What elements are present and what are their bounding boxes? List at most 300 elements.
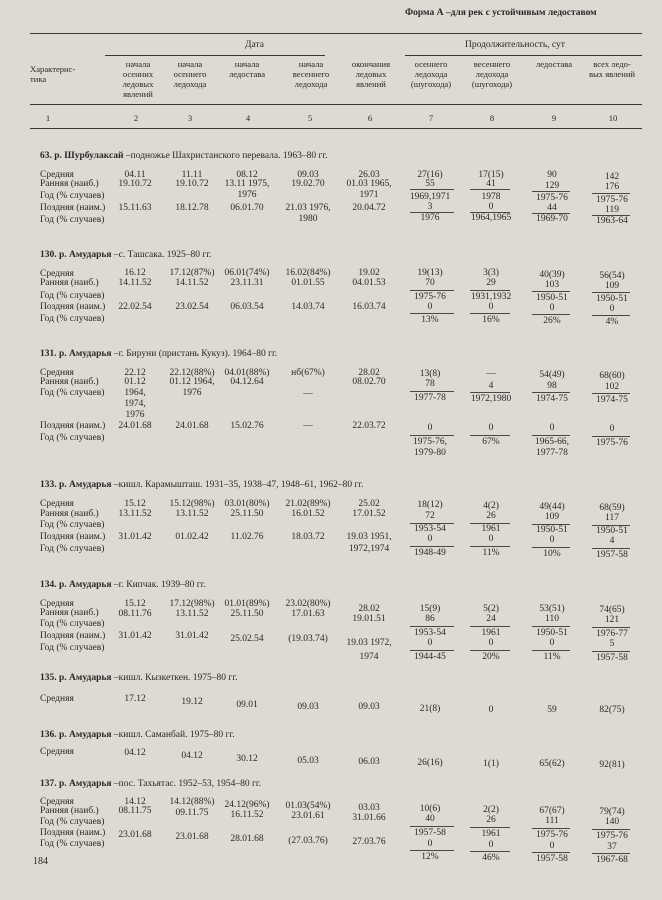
cell: 19.02 — [358, 268, 380, 278]
section-title: 63. р. Шурбулаксай –подножье Шахристанского перевала. 1963–80 гг. — [40, 151, 328, 161]
page-number: 184 — [33, 856, 48, 867]
cell: 119 — [605, 205, 619, 215]
cell: 121 — [604, 615, 620, 625]
cell: 0 — [427, 302, 433, 312]
row-label-year: Год (% случаев) — [40, 839, 105, 849]
section-title: 134. р. Амударья –г. Кипчак. 1939–80 гг. — [40, 580, 206, 590]
cell: 54(49) — [539, 370, 565, 380]
cell: 24 — [486, 614, 496, 624]
row-label-early: Ранняя (наиб.) — [40, 179, 99, 189]
cell: 11% — [543, 652, 561, 662]
cell: 0 — [549, 841, 555, 851]
rule — [592, 651, 630, 652]
cell: 25.11.50 — [230, 609, 264, 619]
cell: 1975-76 — [596, 438, 628, 448]
cell: 67(67) — [539, 806, 565, 816]
cell: — — [303, 421, 313, 431]
colnum-9: 9 — [551, 113, 557, 123]
cell: 1972,1980 — [470, 394, 512, 404]
cell: 01.01(89%) — [224, 599, 270, 609]
cell: 08.11.76 — [118, 609, 152, 619]
cell: 1944-45 — [414, 652, 446, 662]
cell: 68(60) — [599, 371, 625, 381]
row-label-year: Год (% случаев) — [40, 388, 105, 398]
row-label-year: Год (% случаев) — [40, 817, 105, 827]
cell: 72 — [425, 511, 435, 521]
cell: 26 — [486, 511, 496, 521]
cell: 28.01.68 — [230, 834, 264, 844]
cell: 21.03 1976, — [285, 203, 331, 213]
cell: 15.11.63 — [118, 203, 152, 213]
cell: 40 — [425, 814, 435, 824]
header-rule — [30, 104, 642, 105]
cell: 10% — [543, 549, 561, 559]
cell: 16.03.74 — [352, 302, 386, 312]
cell: 1961 — [481, 628, 501, 638]
row-label-early: Ранняя (наиб.) — [40, 608, 99, 618]
cell: 55 — [425, 179, 435, 189]
row-label-late: Поздняя (наим.) — [40, 631, 106, 641]
section-title: 135. р. Амударья –кишл. Кызкеткен. 1975–80 гг. — [40, 673, 238, 683]
cell: 13.11.52 — [175, 609, 209, 619]
cell: 21.02(89%) — [285, 499, 331, 509]
cell: 0 — [549, 303, 555, 313]
cell: 03.01(80%) — [224, 499, 270, 509]
cell: 1977-78 — [536, 448, 568, 458]
cell: 90 — [547, 170, 557, 180]
header-col-8: весеннего ледохода (шугохода) — [471, 59, 513, 89]
row-label-avg: Средняя — [40, 170, 74, 180]
row-label-avg: Средняя — [40, 368, 74, 378]
date-group-rule — [105, 55, 325, 56]
cell: 14.12 — [124, 797, 146, 807]
cell: 1953-54 — [414, 628, 446, 638]
rule — [592, 853, 630, 854]
cell: 1961 — [481, 829, 501, 839]
row-label-year: Год (% случаев) — [40, 544, 105, 554]
row-label-avg: Средняя — [40, 269, 74, 279]
cell: 13.11.52 — [118, 509, 152, 519]
cell: 0 — [488, 638, 494, 648]
cell: 1950-51 — [536, 628, 568, 638]
header-col-2: начала осенних ледовых явлений — [122, 59, 154, 99]
cell: 19(13) — [417, 268, 443, 278]
rule — [532, 314, 570, 315]
rule — [532, 650, 570, 651]
cell: 1974 — [359, 652, 379, 662]
cell: (27.03.76) — [288, 836, 328, 846]
cell: 1964, — [124, 388, 146, 398]
cell: 16% — [482, 315, 500, 325]
cell: 23.01.68 — [118, 830, 152, 840]
cell: 23.11.31 — [230, 278, 264, 288]
row-label-avg: Средняя — [40, 694, 74, 704]
cell: 37 — [607, 842, 617, 852]
cell: 12% — [421, 852, 439, 862]
colnum-6: 6 — [367, 113, 373, 123]
cell: 1976 — [237, 190, 257, 200]
cell: 111 — [545, 816, 559, 826]
cell: 0 — [609, 304, 615, 314]
cell: 129 — [544, 181, 560, 191]
cell: 1967-68 — [596, 855, 628, 865]
cell: 78 — [425, 379, 435, 389]
cell: 110 — [545, 614, 559, 624]
rule — [592, 548, 630, 549]
header-col-10: всех ледо- вых явлений — [588, 59, 636, 79]
cell: 82(75) — [599, 705, 625, 715]
cell: 09.03 — [297, 170, 319, 180]
cell: 11.11 — [181, 170, 203, 180]
cell: 1964,1965 — [470, 213, 512, 223]
cell: 05.03 — [297, 756, 319, 766]
cell: 19.03 1951, — [346, 532, 392, 542]
cell: 04.01(88%) — [224, 368, 270, 378]
cell: 1950-51 — [536, 293, 568, 303]
rule — [470, 290, 510, 291]
cell: 19.02.70 — [291, 179, 325, 189]
row-label-year: Год (% случаев) — [40, 433, 105, 443]
cell: 25.02.54 — [230, 634, 264, 644]
cell: 13.11 1975, — [224, 179, 270, 189]
rule — [592, 315, 630, 316]
cell: 04.11 — [124, 170, 146, 180]
cell: 15.12 — [124, 599, 146, 609]
cell: 46% — [482, 853, 500, 863]
cell: 0 — [488, 423, 494, 433]
row-label-year: Год (% случаев) — [40, 643, 105, 653]
rule — [410, 290, 454, 291]
cell: 19.03 1972, — [346, 638, 392, 648]
cell: 86 — [425, 614, 435, 624]
rule — [410, 650, 454, 651]
cell: 0 — [427, 638, 433, 648]
cell: 19.01.51 — [352, 614, 386, 624]
cell: 17.12(98%) — [169, 599, 215, 609]
rule — [410, 313, 454, 314]
colnum-rule — [30, 128, 642, 129]
cell: 23.01.68 — [175, 832, 209, 842]
cell: 3 — [427, 202, 433, 212]
cell: 13(8) — [419, 369, 441, 379]
cell: 49(44) — [539, 502, 565, 512]
cell: 1976 — [420, 213, 440, 223]
cell: 15(9) — [419, 604, 441, 614]
cell: 24.12(96%) — [224, 800, 270, 810]
cell: 15.12(98%) — [169, 499, 215, 509]
cell: 0 — [549, 638, 555, 648]
cell: 09.03 — [358, 702, 380, 712]
cell: 01.12 — [124, 377, 146, 387]
cell: 1957-58 — [536, 854, 568, 864]
cell: 17.12(87%) — [169, 268, 215, 278]
rule — [532, 291, 570, 292]
rule — [532, 626, 570, 627]
rule — [470, 392, 510, 393]
cell: 140 — [604, 817, 620, 827]
rule — [410, 391, 454, 392]
cell: 27(16) — [417, 170, 443, 180]
cell: 29 — [486, 278, 496, 288]
cell: 102 — [604, 382, 620, 392]
cell: 3(3) — [483, 268, 499, 278]
cell: 0 — [427, 534, 433, 544]
rule — [532, 828, 570, 829]
cell: 16.01.52 — [291, 509, 325, 519]
cell: 1974-75 — [536, 394, 568, 404]
cell: (19.03.74) — [288, 634, 328, 644]
cell: 17.01.63 — [291, 609, 325, 619]
cell: 109 — [544, 512, 560, 522]
cell: 92(81) — [599, 760, 625, 770]
cell: 40(39) — [539, 270, 565, 280]
rule — [470, 313, 510, 314]
rule — [592, 393, 630, 394]
row-label-early: Ранняя (наиб.) — [40, 377, 99, 387]
rule — [470, 546, 510, 547]
cell: 19.12 — [181, 697, 203, 707]
rule — [470, 827, 510, 828]
row-label-avg: Средняя — [40, 499, 74, 509]
row-label-avg: Средняя — [40, 797, 74, 807]
cell: 11.02.76 — [230, 532, 264, 542]
cell: 59 — [547, 705, 557, 715]
row-label-late: Поздняя (наим.) — [40, 203, 106, 213]
cell: 0 — [488, 202, 494, 212]
section-title: 130. р. Амударья –с. Ташсака. 1925–80 гг. — [40, 250, 212, 260]
cell: 109 — [604, 281, 620, 291]
cell: 1975-76 — [596, 831, 628, 841]
rule — [592, 436, 630, 437]
cell: 74(65) — [599, 605, 625, 615]
row-label-early: Ранняя (наиб.) — [40, 806, 99, 816]
cell: 04.01.53 — [352, 278, 386, 288]
cell: 03.03 — [358, 803, 380, 813]
cell: 06.03 — [358, 757, 380, 767]
cell: 06.03.54 — [230, 302, 264, 312]
header-col-3: начала осеннего ледохода — [173, 59, 207, 89]
section-title: 133. р. Амударья –кишл. Карамышташ. 1931–35, 1938–47, 1948–61, 1962–80 гг. — [40, 480, 364, 490]
row-label-late: Поздняя (наим.) — [40, 302, 106, 312]
header-col-5: начала весеннего ледохода — [292, 59, 330, 89]
cell: 1974-75 — [596, 395, 628, 405]
rule — [470, 851, 510, 852]
section-title: 131. р. Амударья –г. Бируни (пристань Кукуз). 1964–80 гг. — [40, 349, 278, 359]
cell: 4 — [488, 381, 494, 391]
table-top-rule — [30, 33, 642, 34]
row-label-late: Поздняя (наим.) — [40, 828, 106, 838]
row-label-year: Год (% случаев) — [40, 215, 105, 225]
cell: 19.10.72 — [118, 179, 152, 189]
cell: 1957-58 — [596, 653, 628, 663]
row-label-year: Год (% случаев) — [40, 191, 105, 201]
cell: 1950-51 — [536, 525, 568, 535]
cell: 09.01 — [236, 700, 258, 710]
cell: 23.01.61 — [291, 811, 325, 821]
cell: 17.12 — [124, 694, 146, 704]
cell: 41 — [486, 179, 496, 189]
cell: 28.02 — [358, 368, 380, 378]
cell: 1969,1971 — [409, 192, 451, 202]
cell: 26 — [486, 815, 496, 825]
cell: 0 — [427, 423, 433, 433]
cell: 0 — [549, 423, 555, 433]
cell: 14.03.74 — [291, 302, 325, 312]
cell: 24.01.68 — [175, 421, 209, 431]
cell: 16.11.52 — [230, 810, 264, 820]
colnum-3: 3 — [187, 113, 193, 123]
cell: 18(12) — [417, 500, 443, 510]
rule — [592, 627, 630, 628]
header-date-group: Дата — [245, 40, 264, 50]
cell: 4 — [609, 536, 615, 546]
cell: 67% — [482, 437, 500, 447]
section-title: 136. р. Амударья –кишл. Саманбай. 1975–80 гг. — [40, 730, 235, 740]
cell: 1948-49 — [414, 548, 446, 558]
colnum-2: 2 — [133, 113, 139, 123]
cell: 1971 — [359, 190, 379, 200]
cell: 09.11.75 — [175, 808, 209, 818]
cell: 1961 — [481, 524, 501, 534]
section-title: 137. р. Амударья –пос. Тахьятас. 1952–53, 1954–80 гг. — [40, 779, 262, 789]
cell: 0 — [488, 302, 494, 312]
rule — [410, 435, 454, 436]
cell: 01.02.42 — [175, 532, 209, 542]
rule — [532, 547, 570, 548]
colnum-1: 1 — [45, 113, 51, 123]
cell: 24.01.68 — [118, 421, 152, 431]
cell: 09.03 — [297, 702, 319, 712]
cell: 1974, — [124, 399, 146, 409]
colnum-5: 5 — [307, 113, 313, 123]
cell: 1957-58 — [414, 828, 446, 838]
row-label-year: Год (% случаев) — [40, 314, 105, 324]
cell: 1975-76 — [536, 830, 568, 840]
cell: 26.03 — [358, 170, 380, 180]
colnum-10: 10 — [608, 113, 618, 123]
cell: 28.02 — [358, 604, 380, 614]
cell: 31.01.42 — [118, 532, 152, 542]
cell: 10(6) — [419, 804, 441, 814]
cell: 1950-51 — [596, 294, 628, 304]
rule — [532, 191, 570, 192]
cell: 0 — [549, 535, 555, 545]
rule — [410, 626, 454, 627]
cell: 1957-58 — [596, 550, 628, 560]
cell: 08.02.70 — [352, 377, 386, 387]
rule — [470, 435, 510, 436]
cell: нб(67%) — [291, 368, 325, 378]
cell: 01.01.55 — [291, 278, 325, 288]
cell: 15.02.76 — [230, 421, 264, 431]
cell: 98 — [547, 381, 557, 391]
rule — [470, 650, 510, 651]
cell: 25.02 — [358, 499, 380, 509]
cell: 14.11.52 — [175, 278, 209, 288]
header-duration-group: Продолжительность, сут — [465, 40, 565, 50]
cell: 79(74) — [599, 807, 625, 817]
row-label-year: Год (% случаев) — [40, 520, 105, 530]
rule — [592, 292, 630, 293]
cell: 1979-80 — [414, 448, 446, 458]
cell: 22.12(88%) — [169, 368, 215, 378]
cell: 103 — [544, 280, 560, 290]
cell: 0 — [427, 839, 433, 849]
cell: 1963-64 — [596, 216, 628, 226]
rule — [532, 392, 570, 393]
cell: 14.12(88%) — [169, 797, 215, 807]
cell: 2(2) — [483, 805, 499, 815]
cell: 01.03(54%) — [285, 801, 331, 811]
rule — [410, 826, 454, 827]
cell: 1969-70 — [536, 214, 568, 224]
cell: 22.12 — [124, 368, 146, 378]
cell: 5(2) — [483, 604, 499, 614]
cell: 1976-77 — [596, 629, 628, 639]
cell: 08.12 — [236, 170, 258, 180]
colnum-4: 4 — [245, 113, 251, 123]
cell: 15.12 — [124, 499, 146, 509]
row-label-late: Поздняя (наим.) — [40, 532, 106, 542]
cell: 4(2) — [483, 501, 499, 511]
form-title: Форма А –для рек с устойчивым ледоставом — [405, 8, 597, 18]
cell: 25.11.50 — [230, 509, 264, 519]
cell: 65(62) — [539, 759, 565, 769]
cell: 1978 — [481, 192, 501, 202]
duration-group-rule — [405, 55, 642, 56]
cell: 04.12 — [181, 751, 203, 761]
rule — [470, 189, 510, 190]
cell: 1953-54 — [414, 524, 446, 534]
cell: 01.12 1964, — [169, 377, 215, 387]
cell: 31.01.66 — [352, 813, 386, 823]
cell: 22.02.54 — [118, 302, 152, 312]
cell: 1976 — [182, 388, 202, 398]
cell: 1965-66, — [534, 437, 570, 447]
row-label-avg: Средняя — [40, 599, 74, 609]
cell: 1972,1974 — [348, 544, 390, 554]
rule — [592, 829, 630, 830]
cell: 31.01.42 — [175, 631, 209, 641]
cell: 19.10.72 — [175, 179, 209, 189]
cell: — — [486, 369, 496, 379]
colnum-7: 7 — [428, 113, 434, 123]
cell: 1950-51 — [596, 526, 628, 536]
cell: 20.04.72 — [352, 203, 386, 213]
cell: 16.02(84%) — [285, 268, 331, 278]
cell: 176 — [604, 182, 620, 192]
cell: 1980 — [298, 214, 318, 224]
cell: 1975-76 — [536, 193, 568, 203]
cell: 17(15) — [478, 170, 504, 180]
cell: 23.02(80%) — [285, 599, 331, 609]
cell: 1931,1932 — [470, 292, 512, 302]
cell: 06.01(74%) — [224, 268, 270, 278]
cell: 1975-76 — [414, 292, 446, 302]
cell: 04.12.64 — [230, 377, 264, 387]
rule — [410, 850, 454, 851]
header-col-9: ледостава — [535, 59, 573, 69]
cell: 56(54) — [599, 271, 625, 281]
header-col-6: окончания ледовых явлений — [351, 59, 391, 89]
cell: 17.01.52 — [352, 509, 386, 519]
cell: 26(16) — [417, 758, 443, 768]
cell: 13% — [421, 315, 439, 325]
cell: 13.11.52 — [175, 509, 209, 519]
rule — [410, 189, 454, 190]
cell: 0 — [488, 840, 494, 850]
row-label-year: Год (% случаев) — [40, 291, 105, 301]
